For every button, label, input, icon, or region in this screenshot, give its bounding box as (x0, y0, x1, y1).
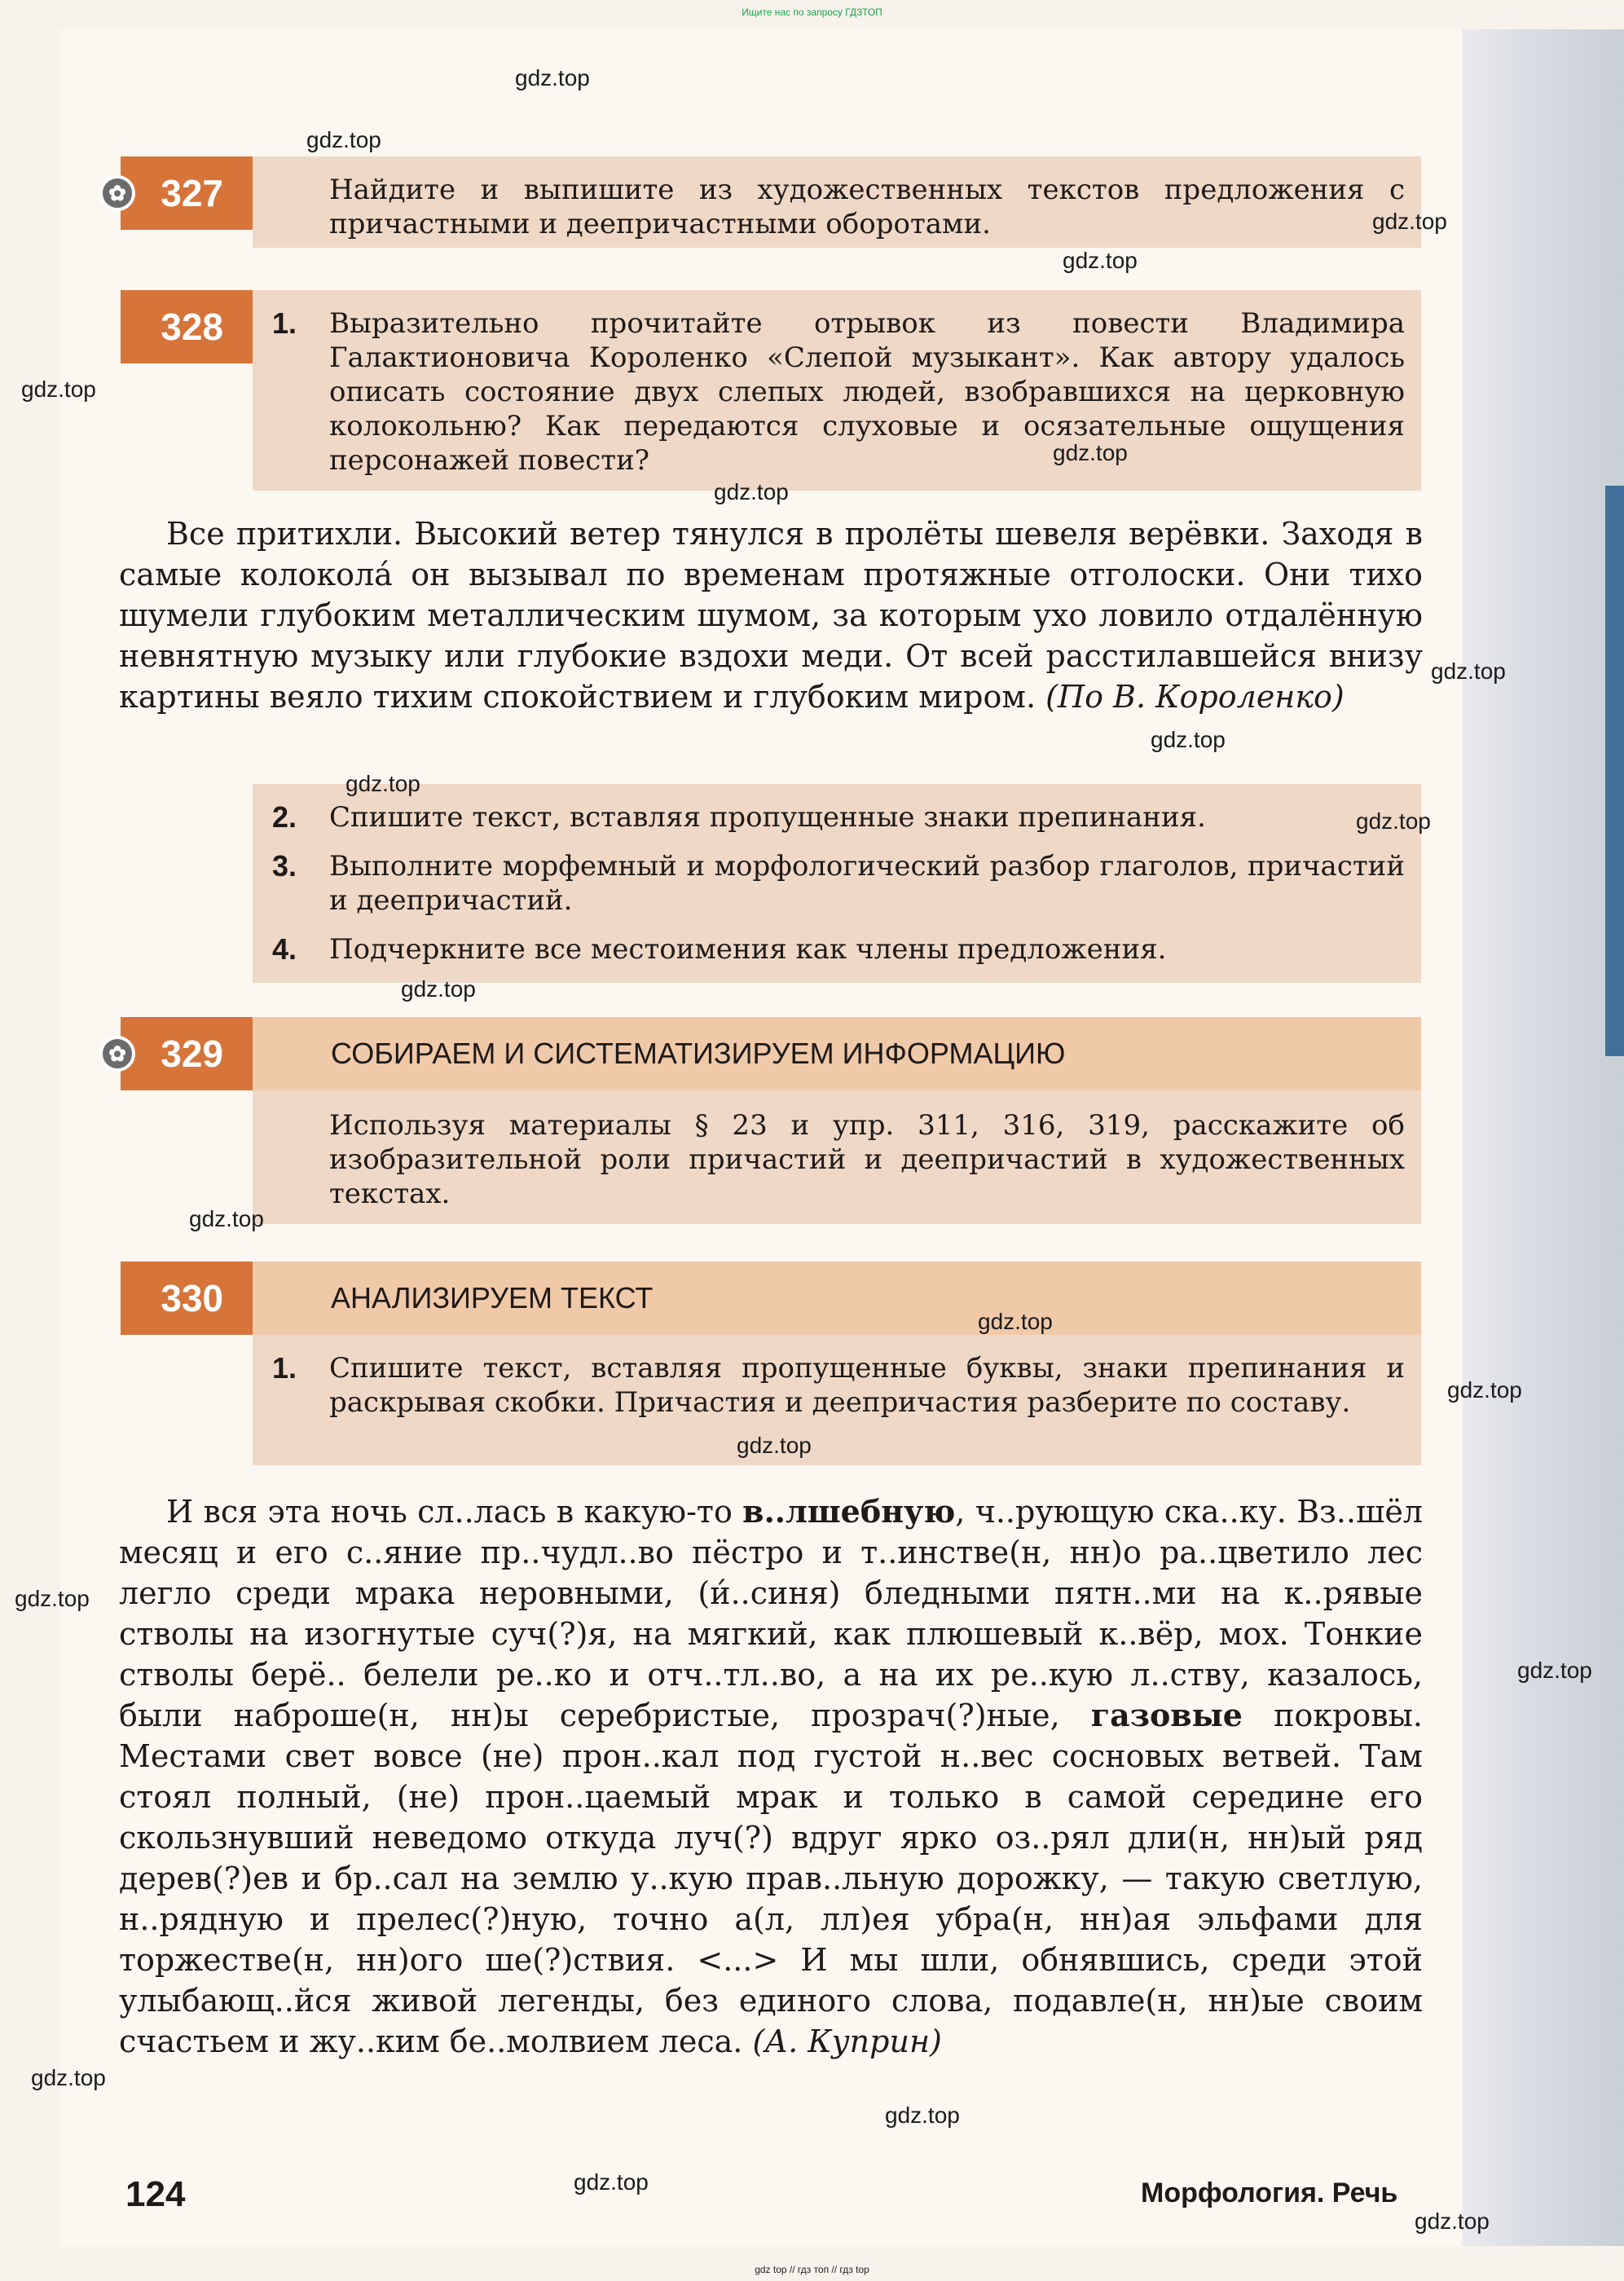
passage-bold-word: в..лшебную (742, 1493, 956, 1530)
task-number: 4. (272, 932, 297, 966)
passage-author: (А. Куприн) (752, 2023, 942, 2059)
exercise-330-title: АНАЛИЗИРУЕМ ТЕКСТ (253, 1262, 1421, 1335)
watermark: gdz.top (401, 976, 476, 1002)
next-page-edge (1463, 29, 1624, 2246)
exercise-330-passage (119, 1491, 1423, 2062)
exercise-329-text: Используя материалы § 23 и упр. 311, 316, 319, расскажите об изобразительной роли причастий и деепричастий в художественных текстах. (329, 1109, 1405, 1210)
watermark: gdz.top (978, 1309, 1053, 1334)
task-number: 1. (272, 1351, 297, 1385)
exercise-329-number (108, 1017, 253, 1090)
next-page-color-bar (1605, 486, 1624, 1056)
exercise-330-number (121, 1262, 253, 1335)
watermark: gdz.top (885, 2103, 960, 2128)
exercise-number-label: 327 (161, 172, 223, 214)
watermark: gdz.top (737, 1433, 812, 1458)
watermark: gdz.top (1431, 658, 1506, 684)
page-number: 124 (125, 2174, 186, 2214)
exercise-number-label: 328 (161, 306, 223, 348)
watermark: gdz.top (1356, 808, 1431, 834)
watermark: gdz.top (1053, 440, 1128, 465)
passage-text: покровы. Местами свет вовсе (не) прон..кал под густой н..вес сосновых ветвей. Там стоял полный, (не) прон..цаемый мрак и только в самой середине его скользнувший неведомо откуда луч(?) вдруг ярко оз..рял дли(н, нн)ый ряд дерев(?)ев и бр..сал на землю у..кую прав..льную дорожку, — такую светлую, н..рядную и прелес(?)ную, точно а(л, лл)ея убра(н, нн)ая эльфами для торжестве(н, нн)ого ше(?)ствия. <...> И мы шли, обнявшись, среди этой улыбающ..йся живой легенды, без единого слова, подавле(н, нн)ые своим счастьем и жу..ким бе..молвием леса. (119, 1698, 1423, 2059)
exercise-328-passage (119, 513, 1423, 717)
top-banner: Ищите нас по запросу ГДЗТОП (742, 7, 882, 18)
exercise-328-task-1: Выразительно прочитайте отрывок из повести Владимира Галактионовича Короленко «Слепой музыкант». Как автору удалось описать состояние двух слепых людей, взобравшихся на церковную колокольню? Как передаются слуховые и осязательные ощущения персонажей повести? (329, 307, 1405, 477)
exercise-number-label: 329 (161, 1033, 223, 1075)
watermark: gdz.top (31, 2065, 106, 2090)
passage-text: Все притихли. Высокий ветер тянулся в пролёты шевеля верёвки. Заходя в самые колокола́ он вызывал по временам протяжные отголоски. Они тихо шумели глубоким металлическим шумом, за которым ухо ловило отдалённую невнятную музыку или глубокие вздохи меди. От всей расстилавшейся внизу картины веяло тихим спокойствием и глубоким миром. (119, 516, 1423, 715)
exercise-328-task-4: Подчеркните все местоимения как члены предложения. (329, 933, 1167, 966)
passage-bold-word: газовые (1090, 1697, 1243, 1733)
exercise-number-label: 330 (161, 1277, 223, 1319)
watermark: gdz.top (1517, 1658, 1592, 1683)
task-number: 2. (272, 800, 297, 834)
watermark: gdz.top (515, 65, 590, 90)
watermark: gdz.top (21, 376, 96, 402)
exercise-327-number (108, 156, 253, 230)
task-number: 1. (272, 306, 297, 340)
task-number: 3. (272, 849, 297, 883)
watermark: gdz.top (345, 771, 420, 796)
watermark: gdz.top (1415, 2208, 1490, 2234)
watermark: gdz.top (1447, 1377, 1522, 1403)
exercise-328-number (121, 290, 253, 363)
flower-icon: ✿ (99, 1036, 135, 1072)
watermark: gdz.top (1151, 727, 1226, 752)
exercise-330-task-1: Спишите текст, вставляя пропущенные буквы, знаки препинания и раскрывая скобки. Причастия и деепричастия разберите по составу. (329, 1352, 1405, 1419)
section-title: Морфология. Речь (1141, 2178, 1398, 2208)
exercise-327-text: Найдите и выпишите из художественных текстов предложения с причастными и деепричастными оборотами. (329, 174, 1405, 240)
watermark: gdz.top (15, 1586, 90, 1611)
watermark: gdz.top (1372, 209, 1447, 234)
watermark: gdz.top (189, 1206, 264, 1231)
flower-icon: ✿ (99, 175, 135, 211)
exercise-329-title: СОБИРАЕМ И СИСТЕМАТИЗИРУЕМ ИНФОРМАЦИЮ (253, 1017, 1421, 1090)
watermark: gdz.top (1063, 248, 1138, 273)
exercise-328-task-2: Спишите текст, вставляя пропущенные знаки препинания. (329, 801, 1206, 834)
watermark: gdz.top (574, 2169, 649, 2195)
passage-text: И вся эта ночь сл..лась в какую-то (166, 1494, 743, 1530)
passage-text: , ч..рующую ска..ку. Вз..шёл месяц и его с..яние пр..чудл..во пёстро и т..инстве(н, нн)о ра..цветило лес легло среди мрака неровными, (и́..синя) бледными пятн..ми на к..рявые стволы на изогнутые суч(?)я, на мягкий, как плюшевый к..вёр, мох. Тонкие стволы берё.. белели ре..ко и отч..тл..во, а на их ре..кую л..ству, казалось, были наброше(н, нн)ы серебристые, прозрач(?)ные, (119, 1494, 1423, 1733)
bottom-banner: gdz top // гдз топ // гдз top (755, 2264, 869, 2275)
exercise-328-task-3: Выполните морфемный и морфологический разбор глаголов, причастий и деепричастий. (329, 850, 1405, 917)
passage-author: (По В. Короленко) (1045, 679, 1345, 715)
watermark: gdz.top (714, 479, 789, 504)
watermark: gdz.top (306, 127, 381, 152)
